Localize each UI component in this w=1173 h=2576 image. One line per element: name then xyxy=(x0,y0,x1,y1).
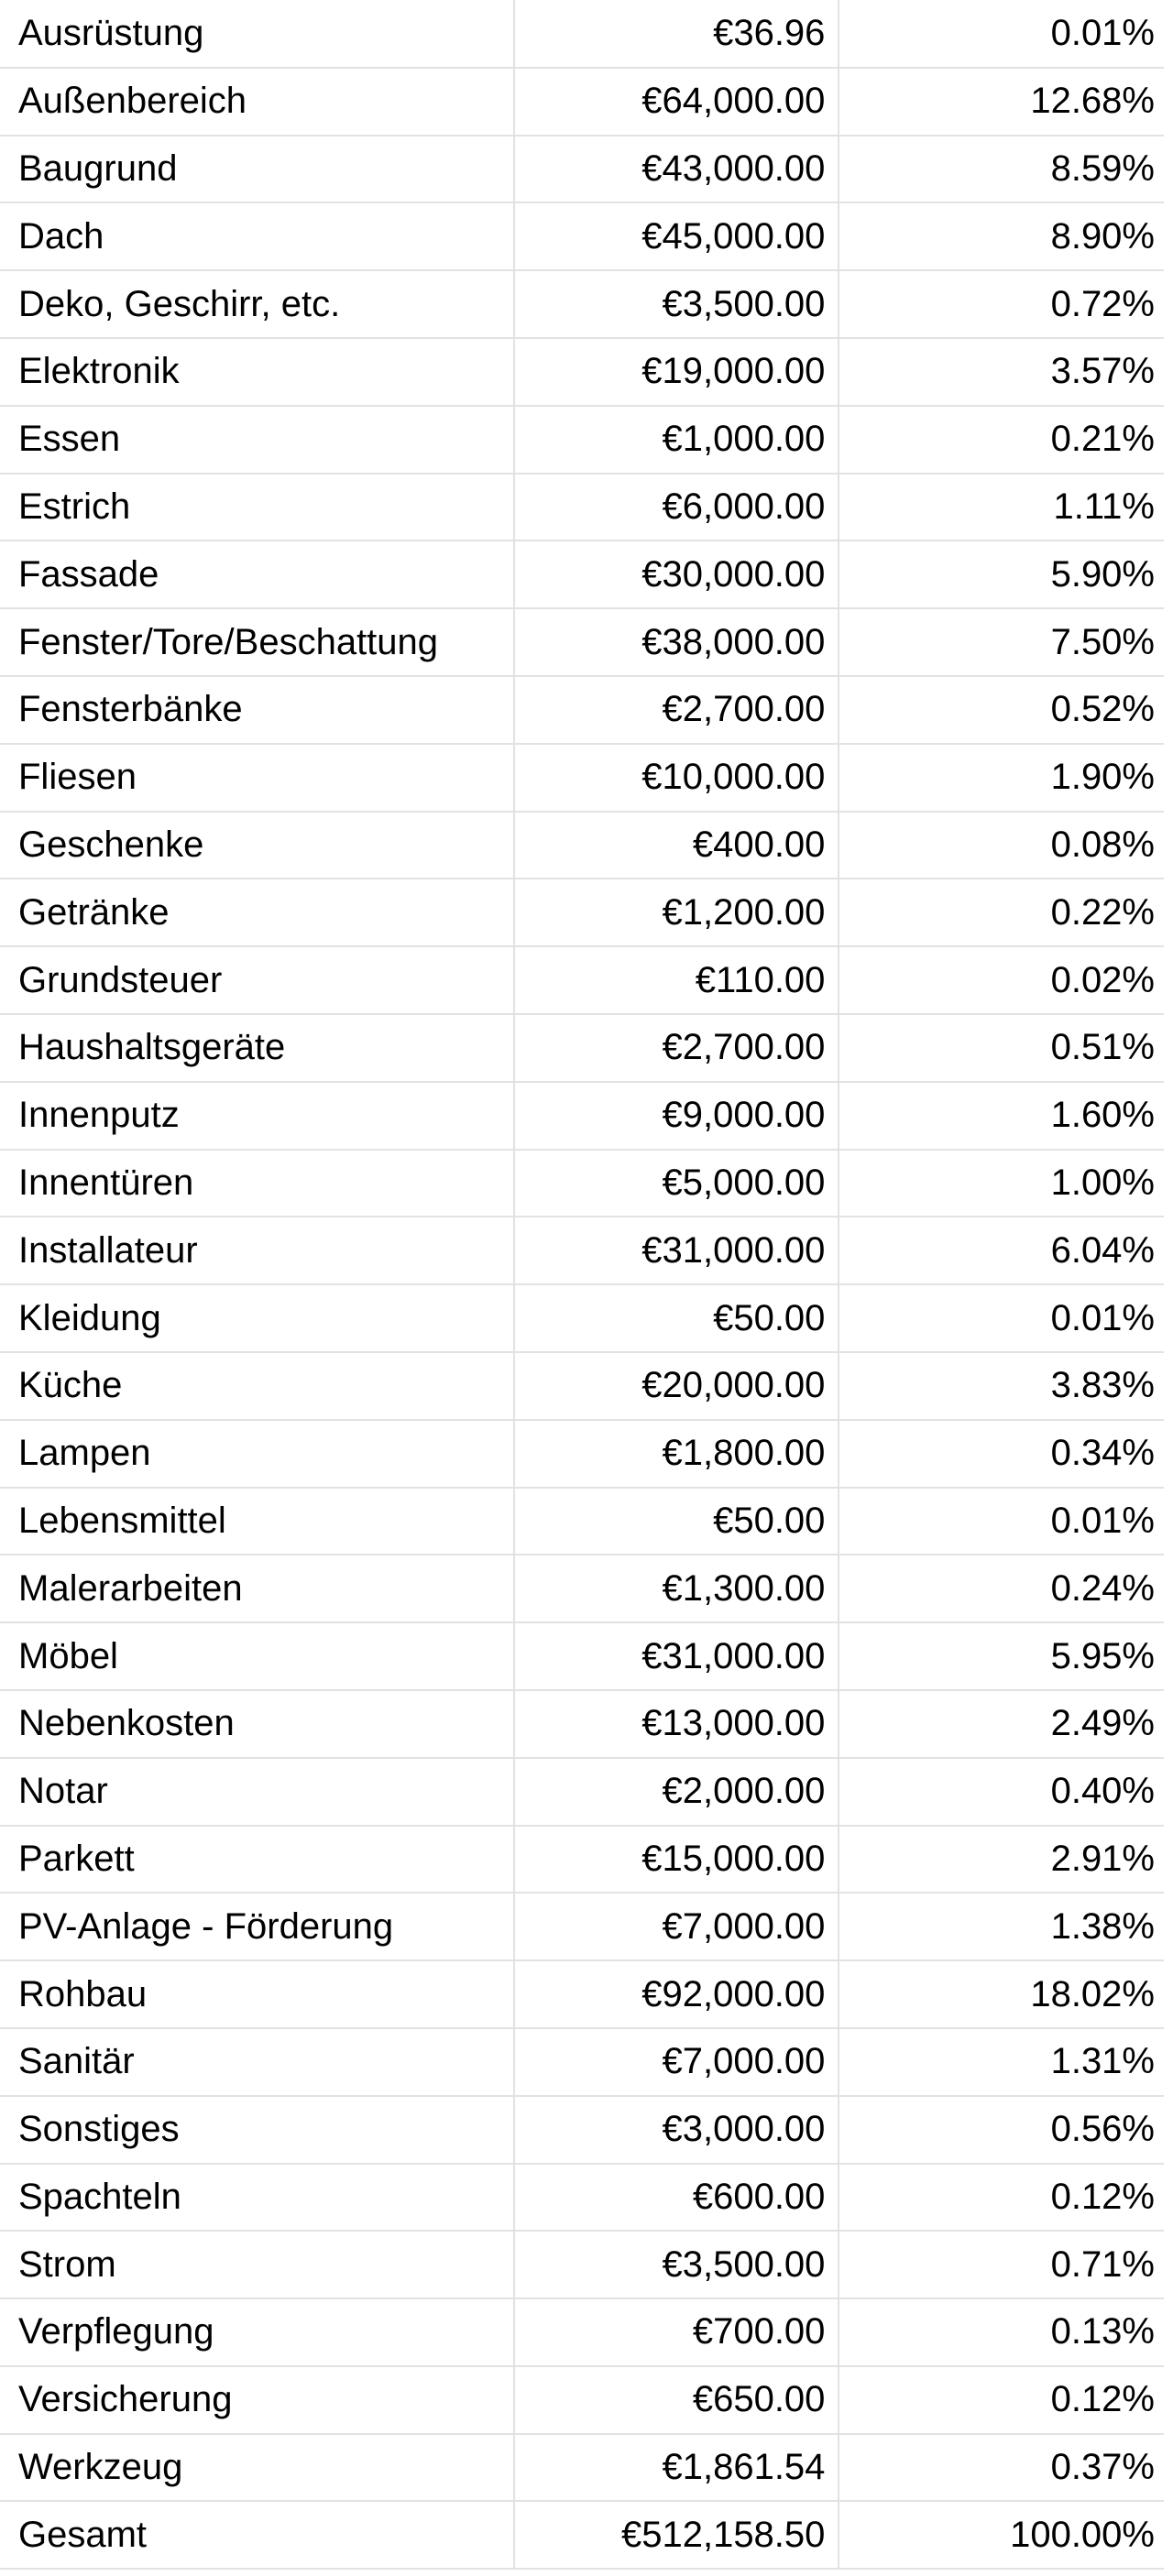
table-row xyxy=(0,406,1172,474)
percent-cell[interactable]: 7.50% xyxy=(839,608,1172,676)
table-row xyxy=(0,136,1172,203)
percent-cell[interactable]: 1.00% xyxy=(839,1150,1172,1217)
amount-cell[interactable]: €1,000.00 xyxy=(514,406,839,474)
table-row xyxy=(0,2096,1172,2164)
amount-cell[interactable]: €2,700.00 xyxy=(514,676,839,744)
table-row xyxy=(0,1014,1172,1082)
amount-cell[interactable]: €3,500.00 xyxy=(514,2231,839,2298)
percent-cell[interactable]: 2.91% xyxy=(839,1826,1172,1894)
table-row xyxy=(0,1690,1172,1758)
category-cell[interactable]: Innenputz xyxy=(0,1082,514,1150)
category-cell[interactable]: Möbel xyxy=(0,1622,514,1690)
amount-cell[interactable]: €50.00 xyxy=(514,1284,839,1352)
amount-cell[interactable]: €3,500.00 xyxy=(514,270,839,338)
amount-cell[interactable]: €43,000.00 xyxy=(514,136,839,203)
percent-cell[interactable]: 5.95% xyxy=(839,1622,1172,1690)
table-row xyxy=(0,812,1172,879)
category-cell[interactable]: Fassade xyxy=(0,540,514,608)
table-row xyxy=(0,1555,1172,1622)
category-cell[interactable]: Essen xyxy=(0,406,514,474)
amount-cell[interactable]: €38,000.00 xyxy=(514,608,839,676)
percent-cell[interactable]: 1.90% xyxy=(839,744,1172,812)
table-row xyxy=(0,1893,1172,1960)
category-cell[interactable]: Küche xyxy=(0,1352,514,1420)
amount-cell[interactable]: €13,000.00 xyxy=(514,1690,839,1758)
percent-cell[interactable]: 0.71% xyxy=(839,2231,1172,2298)
percent-cell[interactable]: 0.01% xyxy=(839,1488,1172,1555)
table-row xyxy=(0,68,1172,136)
table-row xyxy=(0,676,1172,744)
category-cell[interactable]: Baugrund xyxy=(0,136,514,203)
category-cell[interactable]: PV-Anlage - Förderung xyxy=(0,1893,514,1960)
percent-cell[interactable]: 0.24% xyxy=(839,1555,1172,1622)
category-cell[interactable]: Kleidung xyxy=(0,1284,514,1352)
amount-cell[interactable]: €45,000.00 xyxy=(514,202,839,270)
category-cell[interactable]: Notar xyxy=(0,1758,514,1826)
category-cell[interactable]: Verpflegung xyxy=(0,2298,514,2366)
amount-cell[interactable]: €7,000.00 xyxy=(514,1893,839,1960)
percent-cell[interactable]: 0.51% xyxy=(839,1014,1172,1082)
amount-cell[interactable]: €1,300.00 xyxy=(514,1555,839,1622)
category-cell[interactable]: Fenster/Tore/Beschattung xyxy=(0,608,514,676)
amount-cell[interactable]: €5,000.00 xyxy=(514,1150,839,1217)
table-row xyxy=(0,1420,1172,1488)
percent-cell[interactable]: 3.57% xyxy=(839,338,1172,406)
percent-cell[interactable]: 8.90% xyxy=(839,202,1172,270)
table-row xyxy=(0,1150,1172,1217)
amount-cell[interactable]: €92,000.00 xyxy=(514,1960,839,2028)
percent-cell[interactable]: 1.11% xyxy=(839,474,1172,541)
amount-cell[interactable]: €19,000.00 xyxy=(514,338,839,406)
table-row xyxy=(0,540,1172,608)
amount-cell[interactable]: €50.00 xyxy=(514,1488,839,1555)
category-cell[interactable]: Fliesen xyxy=(0,744,514,812)
percent-cell[interactable]: 0.40% xyxy=(839,1758,1172,1826)
category-cell[interactable]: Sonstiges xyxy=(0,2096,514,2164)
table-row xyxy=(0,474,1172,541)
amount-cell[interactable]: €512,158.50 xyxy=(514,2501,839,2569)
amount-cell[interactable]: €15,000.00 xyxy=(514,1826,839,1894)
category-cell[interactable]: Grundsteuer xyxy=(0,946,514,1014)
percent-cell[interactable]: 1.60% xyxy=(839,1082,1172,1150)
table-row xyxy=(0,1758,1172,1826)
amount-cell[interactable]: €9,000.00 xyxy=(514,1082,839,1150)
table-row xyxy=(0,202,1172,270)
table-row xyxy=(0,879,1172,946)
percent-cell[interactable]: 0.13% xyxy=(839,2298,1172,2366)
percent-cell[interactable]: 0.72% xyxy=(839,270,1172,338)
percent-cell[interactable]: 18.02% xyxy=(839,1960,1172,2028)
amount-cell[interactable]: €6,000.00 xyxy=(514,474,839,541)
category-cell[interactable]: Gesamt xyxy=(0,2501,514,2569)
amount-cell[interactable]: €20,000.00 xyxy=(514,1352,839,1420)
table-row xyxy=(0,1217,1172,1284)
table-row xyxy=(0,2164,1172,2232)
table-row xyxy=(0,946,1172,1014)
category-cell[interactable]: Lampen xyxy=(0,1420,514,1488)
category-cell[interactable]: Malerarbeiten xyxy=(0,1555,514,1622)
category-cell[interactable]: Werkzeug xyxy=(0,2434,514,2502)
category-cell[interactable]: Elektronik xyxy=(0,338,514,406)
table-row xyxy=(0,1284,1172,1352)
table-row xyxy=(0,744,1172,812)
percent-cell[interactable]: 0.12% xyxy=(839,2164,1172,2232)
amount-cell[interactable]: €1,800.00 xyxy=(514,1420,839,1488)
table-row xyxy=(0,2028,1172,2096)
percent-cell[interactable]: 0.22% xyxy=(839,879,1172,946)
category-cell[interactable]: Nebenkosten xyxy=(0,1690,514,1758)
category-cell[interactable]: Strom xyxy=(0,2231,514,2298)
sheet-edge xyxy=(1164,0,1173,2576)
table-row xyxy=(0,2231,1172,2298)
amount-cell[interactable]: €64,000.00 xyxy=(514,68,839,136)
table-row xyxy=(0,1082,1172,1150)
table-row xyxy=(0,0,1172,68)
amount-cell[interactable]: €600.00 xyxy=(514,2164,839,2232)
total-row xyxy=(0,2501,1172,2569)
amount-cell[interactable]: €3,000.00 xyxy=(514,2096,839,2164)
category-cell[interactable]: Ausrüstung xyxy=(0,0,514,68)
percent-cell[interactable]: 0.08% xyxy=(839,812,1172,879)
category-cell[interactable]: Dach xyxy=(0,202,514,270)
category-cell[interactable]: Deko, Geschirr, etc. xyxy=(0,270,514,338)
amount-cell[interactable]: €700.00 xyxy=(514,2298,839,2366)
category-cell[interactable]: Parkett xyxy=(0,1826,514,1894)
category-cell[interactable]: Außenbereich xyxy=(0,68,514,136)
amount-cell[interactable]: €36.96 xyxy=(514,0,839,68)
table-row xyxy=(0,608,1172,676)
percent-cell[interactable]: 0.21% xyxy=(839,406,1172,474)
percent-cell[interactable]: 1.31% xyxy=(839,2028,1172,2096)
percent-cell[interactable]: 0.34% xyxy=(839,1420,1172,1488)
table-row xyxy=(0,1352,1172,1420)
table-row xyxy=(0,1826,1172,1894)
percent-cell[interactable]: 2.49% xyxy=(839,1690,1172,1758)
percent-cell[interactable]: 5.90% xyxy=(839,540,1172,608)
percent-cell[interactable]: 0.52% xyxy=(839,676,1172,744)
percent-cell[interactable]: 0.12% xyxy=(839,2366,1172,2434)
percent-cell[interactable]: 100.00% xyxy=(839,2501,1172,2569)
amount-cell[interactable]: €2,000.00 xyxy=(514,1758,839,1826)
amount-cell[interactable]: €110.00 xyxy=(514,946,839,1014)
percent-cell[interactable]: 0.01% xyxy=(839,1284,1172,1352)
percent-cell[interactable]: 8.59% xyxy=(839,136,1172,203)
category-cell[interactable]: Geschenke xyxy=(0,812,514,879)
percent-cell[interactable]: 0.56% xyxy=(839,2096,1172,2164)
category-cell[interactable]: Versicherung xyxy=(0,2366,514,2434)
amount-cell[interactable]: €2,700.00 xyxy=(514,1014,839,1082)
table-row xyxy=(0,2366,1172,2434)
table-row xyxy=(0,270,1172,338)
amount-cell[interactable]: €31,000.00 xyxy=(514,1217,839,1284)
table-row xyxy=(0,1622,1172,1690)
table-row xyxy=(0,2298,1172,2366)
percent-cell[interactable]: 12.68% xyxy=(839,68,1172,136)
category-cell[interactable]: Getränke xyxy=(0,879,514,946)
amount-cell[interactable]: €650.00 xyxy=(514,2366,839,2434)
category-cell[interactable]: Spachteln xyxy=(0,2164,514,2232)
category-cell[interactable]: Sanitär xyxy=(0,2028,514,2096)
percent-cell[interactable]: 6.04% xyxy=(839,1217,1172,1284)
table-row xyxy=(0,1960,1172,2028)
table-row xyxy=(0,1488,1172,1555)
percent-cell[interactable]: 0.37% xyxy=(839,2434,1172,2502)
amount-cell[interactable]: €30,000.00 xyxy=(514,540,839,608)
amount-cell[interactable]: €10,000.00 xyxy=(514,744,839,812)
category-cell[interactable]: Installateur xyxy=(0,1217,514,1284)
category-cell[interactable]: Innentüren xyxy=(0,1150,514,1217)
category-cell[interactable]: Lebensmittel xyxy=(0,1488,514,1555)
table-row xyxy=(0,2434,1172,2502)
amount-cell[interactable]: €1,861.54 xyxy=(514,2434,839,2502)
percent-cell[interactable]: 0.01% xyxy=(839,0,1172,68)
percent-cell[interactable]: 1.38% xyxy=(839,1893,1172,1960)
amount-cell[interactable]: €7,000.00 xyxy=(514,2028,839,2096)
amount-cell[interactable]: €400.00 xyxy=(514,812,839,879)
category-cell[interactable]: Estrich xyxy=(0,474,514,541)
category-cell[interactable]: Rohbau xyxy=(0,1960,514,2028)
percent-cell[interactable]: 0.02% xyxy=(839,946,1172,1014)
amount-cell[interactable]: €31,000.00 xyxy=(514,1622,839,1690)
category-cell[interactable]: Haushaltsgeräte xyxy=(0,1014,514,1082)
amount-cell[interactable]: €1,200.00 xyxy=(514,879,839,946)
percent-cell[interactable]: 3.83% xyxy=(839,1352,1172,1420)
table-row xyxy=(0,338,1172,406)
category-cell[interactable]: Fensterbänke xyxy=(0,676,514,744)
